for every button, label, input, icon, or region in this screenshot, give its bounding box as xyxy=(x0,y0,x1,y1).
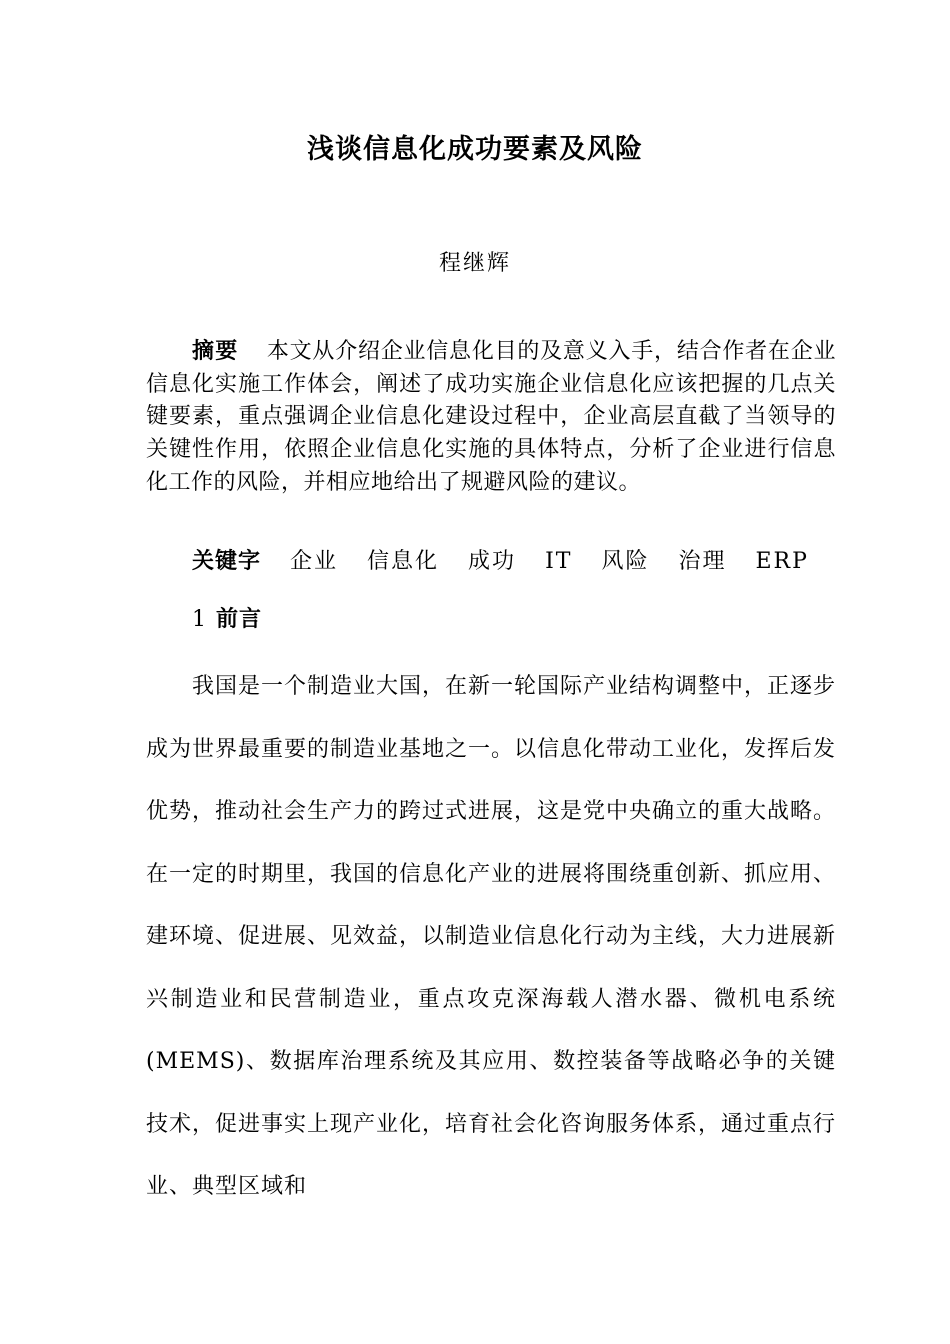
section-heading xyxy=(192,604,262,636)
section-title: 前言 xyxy=(216,607,263,632)
keyword-item: 治理 xyxy=(678,549,727,574)
keyword-item: 信息化 xyxy=(367,549,440,574)
abstract-label: 摘要 xyxy=(192,339,239,364)
keywords-line xyxy=(192,546,842,578)
keyword-item: ERP xyxy=(755,549,809,574)
keyword-item: 企业 xyxy=(290,549,339,574)
keyword-item: 风险 xyxy=(601,549,650,574)
section-number: 1 xyxy=(192,607,206,632)
body-paragraph: 我国是一个制造业大国，在新一轮国际产业结构调整中，正逐步成为世界最重要的制造业基地之一。以信息化带动工业化，发挥后发优势，推动社会生产力的跨过式进展，这是党中央确立的重大战略。在一定的时期里，我国的信息化产业的进展将围绕重创新、抓应用、建环境、促进展、见效益，以制造业信息化行动为主线，大力进展新兴制造业和民营制造业，重点攻克深海载人潜水器、微机电系统(MEMS)、数据库治理系统及其应用、数控装备等战略必争的关键技术，促进事实上现产业化，培育社会化咨询服务体系，通过重点行业、典型区域和 xyxy=(146,674,837,1199)
abstract-text: 本文从介绍企业信息化目的及意义入手，结合作者在企业信息化实施工作体会，阐述了成功实施企业信息化应该把握的几点关键要素，重点强调企业信息化建设过程中，企业高层直截了当领导的关键性作用，依照企业信息化实施的具体特点，分析了企业进行信息化工作的风险，并相应地给出了规避风险的建议。 xyxy=(146,339,836,495)
page-title: 浅谈信息化成功要素及风险 xyxy=(307,134,643,165)
author-name: 程继辉 xyxy=(438,251,511,276)
keyword-item: IT xyxy=(545,549,573,574)
abstract-paragraph xyxy=(146,336,836,500)
keyword-item: 成功 xyxy=(468,549,517,574)
keywords-label: 关键字 xyxy=(192,549,262,574)
